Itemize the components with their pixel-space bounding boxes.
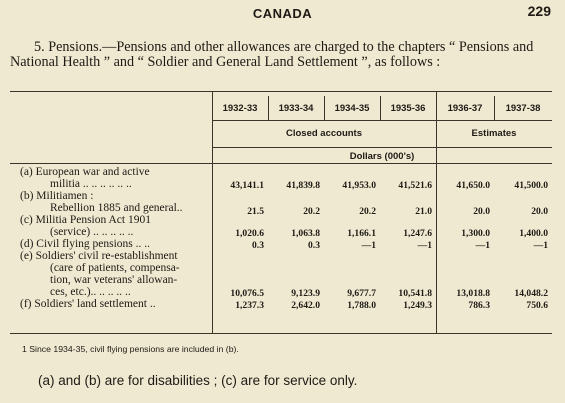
cell: 20.0 bbox=[473, 206, 490, 217]
cell: 786.3 bbox=[468, 300, 490, 311]
row-label bbox=[20, 238, 150, 250]
year-header: 1933-34 bbox=[278, 103, 314, 114]
label-line: (f) Soldiers' land settlement .. bbox=[20, 298, 156, 310]
cell: 1,063.8 bbox=[291, 228, 320, 239]
cell: 41,650.0 bbox=[456, 180, 490, 191]
cell: 750.6 bbox=[526, 300, 548, 311]
cell: 1,020.6 bbox=[235, 228, 264, 239]
year-header: 1937-38 bbox=[505, 103, 541, 114]
cell: 43,141.1 bbox=[230, 180, 264, 191]
table-header-rule bbox=[212, 120, 552, 121]
footnote: 1 Since 1934-35, civil flying pensions are included in (b). bbox=[22, 344, 239, 354]
table-top-rule bbox=[10, 91, 552, 92]
cell: 41,521.6 bbox=[398, 180, 432, 191]
cell: 41,839.8 bbox=[286, 180, 320, 191]
estimates-header: Estimates bbox=[471, 128, 517, 139]
cell: 20.2 bbox=[359, 206, 376, 217]
label-line: (care of patients, compensa- bbox=[50, 262, 180, 274]
cell: 0.3 bbox=[252, 240, 264, 251]
cell: 21.5 bbox=[247, 206, 264, 217]
cell: 1,237.3 bbox=[235, 300, 264, 311]
table-bottom-rule bbox=[10, 333, 552, 334]
table-subheader-rule bbox=[212, 147, 552, 148]
paragraph-text: Pensions.—Pensions and other allowances are charged to the chapters “ Pensions and National Health ” and “ Soldier and General Land Settlement ”, as follows : bbox=[10, 39, 534, 70]
intro-paragraph bbox=[10, 40, 558, 69]
cell: 41,953.0 bbox=[342, 180, 376, 191]
row-label bbox=[20, 166, 150, 190]
cell: 2,642.0 bbox=[291, 300, 320, 311]
label-line: (c) Militia Pension Act 1901 bbox=[20, 214, 151, 226]
cell: 20.2 bbox=[303, 206, 320, 217]
cell: —1 bbox=[533, 240, 548, 251]
year-header: 1932-33 bbox=[222, 103, 258, 114]
cell: 1,166.1 bbox=[347, 228, 376, 239]
cell: 41,500.0 bbox=[514, 180, 548, 191]
label-line: (service) .. .. .. .. .. bbox=[50, 226, 134, 238]
cell: —1 bbox=[475, 240, 490, 251]
cell: 1,300.0 bbox=[461, 228, 490, 239]
cell: 9,123.9 bbox=[291, 288, 320, 299]
year-header: 1934-35 bbox=[334, 103, 370, 114]
cell: 14,048.2 bbox=[514, 288, 548, 299]
row-label bbox=[20, 214, 151, 238]
cell: 20.0 bbox=[531, 206, 548, 217]
year-header: 1935-36 bbox=[390, 103, 426, 114]
running-title: CANADA bbox=[252, 6, 313, 21]
cell: —1 bbox=[417, 240, 432, 251]
row-label bbox=[20, 298, 156, 310]
label-line: Rebellion 1885 and general.. bbox=[50, 202, 183, 214]
cell: 0.3 bbox=[308, 240, 320, 251]
label-line: (a) European war and active bbox=[20, 166, 150, 178]
table-body-rule bbox=[10, 163, 552, 164]
bottom-note: (a) and (b) are for disabilities ; (c) are for service only. bbox=[38, 373, 358, 388]
cell: 10,541.8 bbox=[398, 288, 432, 299]
cell: 10,076.5 bbox=[230, 288, 264, 299]
cell: 1,249.3 bbox=[403, 300, 432, 311]
paragraph-number: 5. bbox=[34, 39, 45, 55]
unit-header: Dollars (000's) bbox=[349, 151, 415, 162]
cell: 21.0 bbox=[415, 206, 432, 217]
row-label bbox=[20, 190, 183, 214]
cell: —1 bbox=[361, 240, 376, 251]
label-line: tion, war veterans' allowan- bbox=[50, 274, 178, 286]
label-line: (e) Soldiers' civil re-establishment bbox=[20, 250, 178, 262]
cell: 9,677.7 bbox=[347, 288, 376, 299]
cell: 1,400.0 bbox=[519, 228, 548, 239]
year-header: 1936-37 bbox=[447, 103, 483, 114]
page-number: 229 bbox=[527, 3, 551, 19]
label-line: (d) Civil flying pensions .. .. bbox=[20, 238, 151, 250]
label-line: militia .. .. .. .. .. .. bbox=[50, 178, 132, 190]
label-line: ces, etc.).. .. .. .. .. bbox=[50, 286, 131, 298]
row-label bbox=[20, 250, 180, 298]
label-line: (b) Militiamen : bbox=[20, 190, 94, 202]
cell: 1,788.0 bbox=[347, 300, 376, 311]
cell: 1,247.6 bbox=[403, 228, 432, 239]
closed-accounts-header: Closed accounts bbox=[285, 128, 363, 139]
cell: 13,018.8 bbox=[456, 288, 490, 299]
